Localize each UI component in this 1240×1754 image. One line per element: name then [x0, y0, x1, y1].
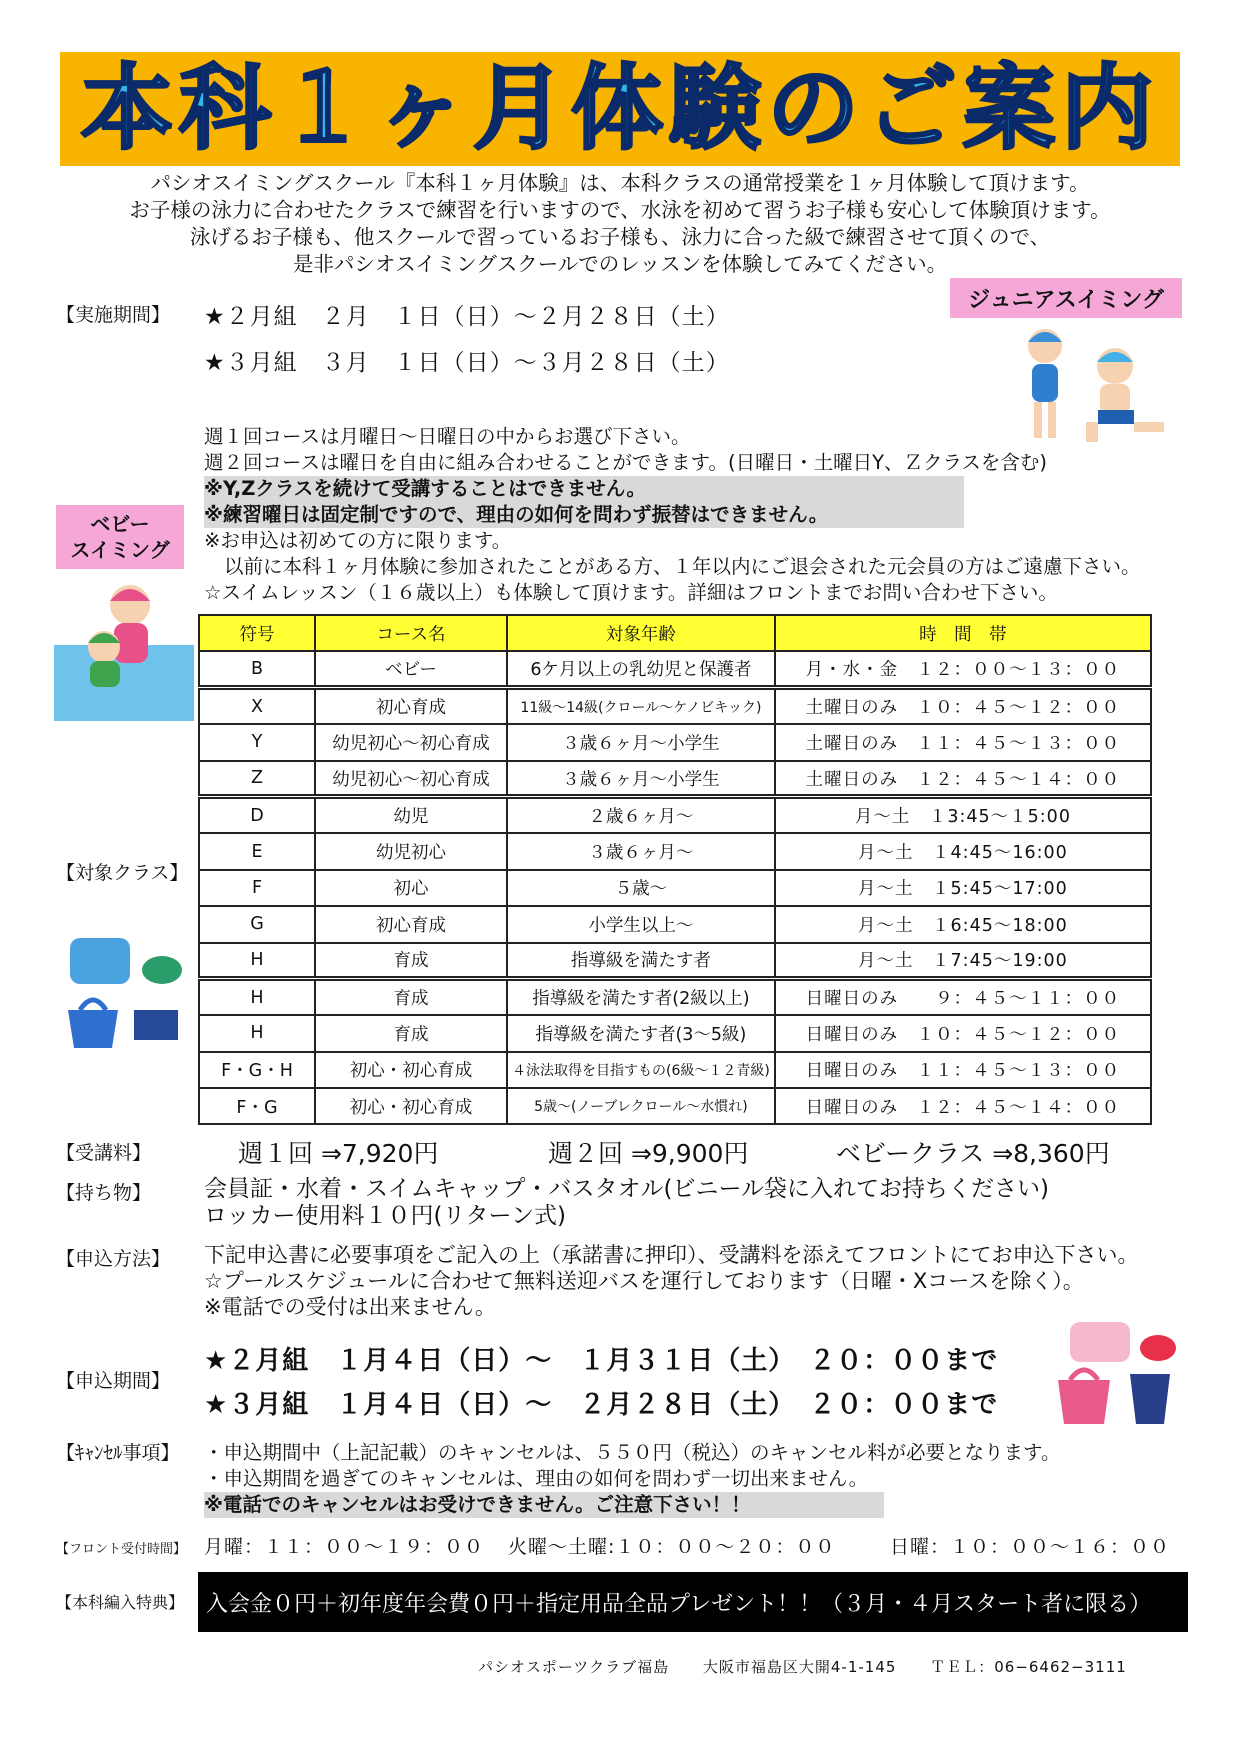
table-row: Z 幼児初心～初心育成 ３歳６ヶ月～小学生 土曜日のみ １２：４５～１４：００ — [199, 761, 1151, 797]
table-row: H 育成 指導級を満たす者(3～5級) 日曜日のみ １０：４５～１２：００ — [199, 1015, 1151, 1051]
front-hours-sun: 日曜：１０：００～１６：００ — [890, 1536, 1171, 1558]
fee-weekly1: 週１回 ⇒7,920円 — [238, 1139, 439, 1168]
baby-swimming-illustration — [54, 575, 194, 721]
footer-club: パシオスポーツクラブ福島 — [478, 1658, 670, 1676]
bonus-label: 【本科編入特典】 — [56, 1593, 185, 1612]
front-hours-tue-sat: 火曜～土曜:１０：００～２０：００ — [508, 1536, 836, 1558]
table-row: F・G 初心・初心育成 5歳～(ノーブレクロール～水慣れ) 日曜日のみ １２：４５～１４：００ — [199, 1088, 1151, 1124]
footer — [478, 1656, 1127, 1677]
front-hours-label: 【フロント受付時間】 — [56, 1542, 187, 1557]
page-title: 本科１ヶ月体験のご案内 — [80, 55, 1159, 162]
notes-block: 週１回コースは月曜日～日曜日の中からお選び下さい。 週２回コースは曜日を自由に組み合わせることができます。(日曜日・土曜日Y、Ｚクラスを含む) ※Y,Zクラスを続けて受講することはできません。 ※練習曜日は固定制ですので、理由の如何を問わず振替はできません。 ※お申込は初めての方に限ります。 以前に本科１ヶ月体験に参加されたことがある方、１年以内にご退会された元会員の方はご遠慮下さい。 ☆スイムレッスン（１６歳以上）も体験して頂けます。詳細はフロントまでお問い合わせ下さい。 — [204, 425, 1141, 604]
title-banner — [60, 52, 1180, 166]
table-row: Y 幼児初心～初心育成 ３歳６ヶ月～小学生 土曜日のみ １１：４５～１３：００ — [199, 724, 1151, 760]
bonus-banner: 入会金０円＋初年度年会費０円＋指定用品全品プレゼント！！（３月・４月スタート者に限る） — [198, 1572, 1188, 1632]
method-text: 下記申込書に必要事項をご記入の上（承諾書に押印）、受講料を添えてフロントにてお申込下さい。 ☆プールスケジュールに合わせて無料送迎バスを運行しております（日曜・Xコースを除く）。 ※電話での受付は出来ません。 — [204, 1243, 1139, 1319]
apply-period-mar: ★３月組 １月４日（日）～ ２月２８日（土） ２０：００まで — [204, 1390, 999, 1420]
intro-text: パシオスイミングスクール『本科１ヶ月体験』は、本科クラスの通常授業を１ヶ月体験して頂けます。 お子様の泳力に合わせたクラスで練習を行いますので、水泳を初めて習うお子様も安心して体験頂けます。 泳げるお子様も、他スクールで習っているお子様も、泳力に合った級で練習させて頂くので、 是非パシオスイミングスクールでのレッスンを体験してみてください。 — [129, 171, 1111, 276]
cancel-text: ・申込期間中（上記記載）のキャンセルは、５５０円（税込）のキャンセル料が必要となります。 ・申込期間を過ぎてのキャンセルは、理由の如何を問わず一切出来ません。 ※電話でのキャンセルはお受けできません。ご注意下さい！！ — [204, 1441, 1061, 1516]
fee-weekly2: 週２回 ⇒9,900円 — [548, 1139, 749, 1168]
cancel-highlight: ※電話でのキャンセルはお受けできません。ご注意下さい！！ — [204, 1492, 884, 1518]
table-row: H 育成 指導級を満たす者(2級以上) 日曜日のみ ９：４５～１１：００ — [199, 979, 1151, 1015]
table-row: B ベビー 6ケ月以上の乳幼児と保護者 月・水・金 １２：００～１３：００ — [199, 651, 1151, 687]
classes-table — [198, 614, 1152, 1125]
cancel-label: 【ｷｬﾝｾﾙ事項】 — [56, 1442, 180, 1464]
period-label: 【実施期間】 — [56, 304, 171, 326]
belongings-label: 【持ち物】 — [56, 1182, 152, 1204]
apply-period-feb: ★２月組 １月４日（日）～ １月３１日（土） ２０：００まで — [204, 1346, 999, 1376]
footer-tel: ＴＥＬ：06−6462−3111 — [930, 1658, 1127, 1676]
front-hours-mon: 月曜：１１：００～１９：００ — [204, 1536, 485, 1558]
table-row: E 幼児初心 ３歳６ヶ月～ 月～土 １4:45～16:00 — [199, 833, 1151, 869]
footer-address: 大阪市福島区大開4-1-145 — [702, 1658, 897, 1676]
baby-swimming-tag: ベビー スイミング — [56, 505, 184, 569]
table-row: D 幼児 ２歳６ヶ月～ 月～土 １3:45～１5:00 — [199, 797, 1151, 833]
method-label: 【申込方法】 — [56, 1248, 171, 1270]
note-highlight-fixed: ※練習曜日は固定制ですので、理由の如何を問わず振替はできません。 — [204, 502, 964, 528]
junior-swimming-tag: ジュニアスイミング — [950, 278, 1182, 318]
fee-baby: ベビークラス ⇒8,360円 — [836, 1139, 1110, 1168]
table-row: X 初心育成 11級～14級(クロール～ケノビキック) 土曜日のみ １０：４５～１２：００ — [199, 688, 1151, 724]
classes-label: 【対象クラス】 — [56, 862, 189, 884]
table-row: F・G・H 初心・初心育成 ４泳法取得を目指すもの(6級～１２青級) 日曜日のみ １１：４５～１３：００ — [199, 1052, 1151, 1088]
apply-period-label: 【申込期間】 — [56, 1370, 171, 1392]
belongings-text: 会員証・水着・スイムキャップ・バスタオル(ビニール袋に入れてお持ちください) ロッカー使用料１０円(リターン式) — [204, 1176, 1050, 1229]
table-row: F 初心 ５歳～ 月～土 １5:45～17:00 — [199, 870, 1151, 906]
swim-gear-illustration — [62, 930, 188, 1054]
fees-label: 【受講料】 — [56, 1142, 152, 1164]
table-row: H 育成 指導級を満たす者 月～土 １7:45～19:00 — [199, 943, 1151, 979]
note-highlight-yz: ※Y,Zクラスを続けて受講することはできません。 — [204, 476, 964, 502]
table-header-row: 符号 コース名 対象年齢 時 間 帯 — [199, 615, 1151, 651]
swim-bag-illustration — [1050, 1318, 1180, 1428]
period-feb: ★２月組 ２月 １日（日）～２月２８日（土） — [204, 304, 730, 330]
period-mar: ★３月組 ３月 １日（日）～３月２８日（土） — [204, 350, 730, 376]
table-row: G 初心育成 小学生以上～ 月～土 １6:45～18:00 — [199, 906, 1151, 942]
